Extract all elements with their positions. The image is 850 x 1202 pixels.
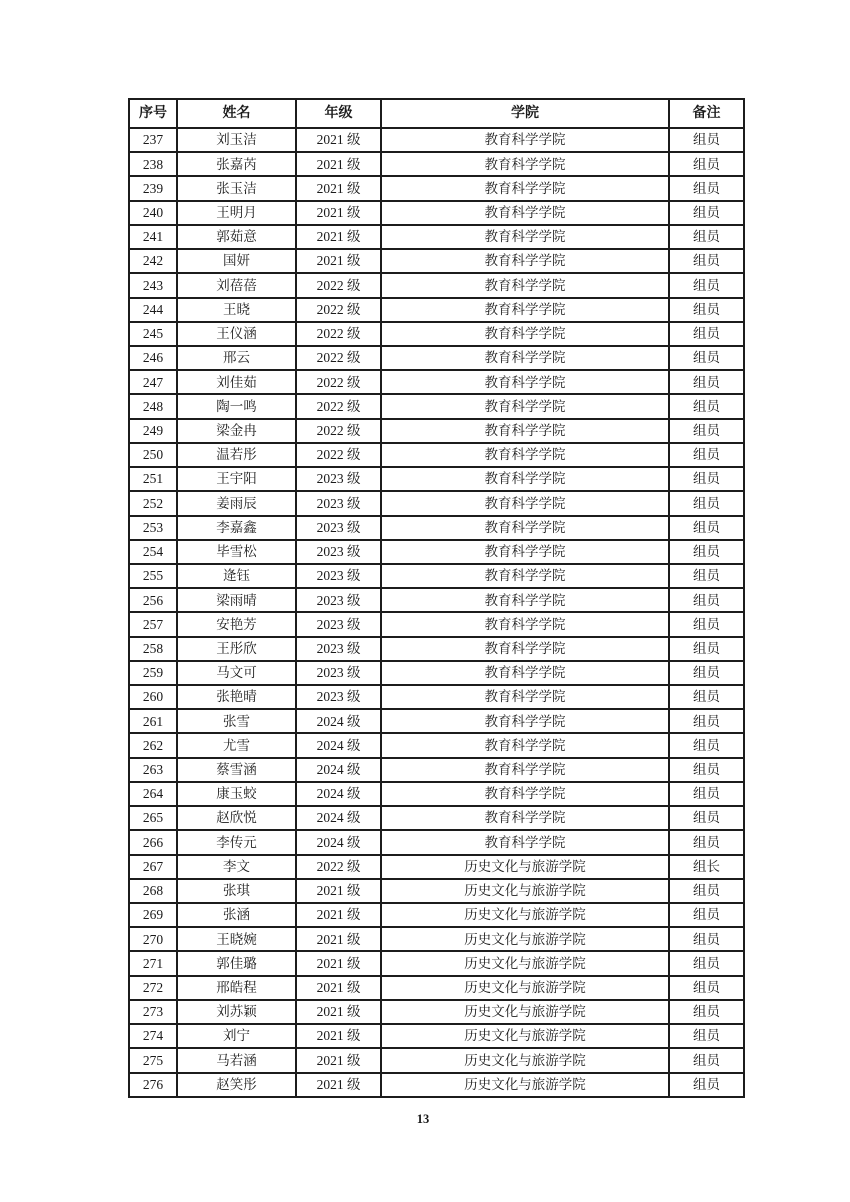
table-cell: 历史文化与旅游学院 xyxy=(381,855,669,879)
table-row xyxy=(129,273,744,297)
table-cell: 王晓婉 xyxy=(177,927,296,951)
table-cell: 张玉洁 xyxy=(177,176,296,200)
table-cell: 组员 xyxy=(669,322,744,346)
table-cell: 240 xyxy=(129,201,177,225)
table-cell: 组员 xyxy=(669,346,744,370)
table-cell: 2023 级 xyxy=(296,612,381,636)
table-cell: 李传元 xyxy=(177,830,296,854)
table-cell: 2024 级 xyxy=(296,830,381,854)
table-cell: 261 xyxy=(129,709,177,733)
table-cell: 教育科学学院 xyxy=(381,685,669,709)
table-cell: 组员 xyxy=(669,298,744,322)
table-cell: 组员 xyxy=(669,443,744,467)
table-row xyxy=(129,540,744,564)
table-cell: 266 xyxy=(129,830,177,854)
table-cell: 教育科学学院 xyxy=(381,516,669,540)
table-row xyxy=(129,830,744,854)
page-number: 13 xyxy=(416,1112,430,1126)
table-cell: 组员 xyxy=(669,394,744,418)
table-cell: 2022 级 xyxy=(296,419,381,443)
table-row xyxy=(129,976,744,1000)
table-cell: 赵笑彤 xyxy=(177,1073,296,1097)
table-cell: 组员 xyxy=(669,733,744,757)
table-cell: 张艳晴 xyxy=(177,685,296,709)
table-cell: 王彤欣 xyxy=(177,637,296,661)
table-cell: 教育科学学院 xyxy=(381,128,669,152)
table-cell: 组员 xyxy=(669,612,744,636)
table-cell: 组员 xyxy=(669,903,744,927)
table-cell: 国妍 xyxy=(177,249,296,273)
table-cell: 2022 级 xyxy=(296,346,381,370)
table-cell: 组员 xyxy=(669,709,744,733)
table-cell: 教育科学学院 xyxy=(381,637,669,661)
table-cell: 255 xyxy=(129,564,177,588)
table-row xyxy=(129,879,744,903)
table-row xyxy=(129,685,744,709)
table-cell: 组员 xyxy=(669,540,744,564)
table-row xyxy=(129,733,744,757)
table-cell: 2021 级 xyxy=(296,976,381,1000)
table-cell: 238 xyxy=(129,152,177,176)
table-cell: 历史文化与旅游学院 xyxy=(381,951,669,975)
table-cell: 历史文化与旅游学院 xyxy=(381,976,669,1000)
table-cell: 2022 级 xyxy=(296,443,381,467)
table-row xyxy=(129,225,744,249)
table-cell: 刘蓓蓓 xyxy=(177,273,296,297)
table-cell: 276 xyxy=(129,1073,177,1097)
table-cell: 270 xyxy=(129,927,177,951)
table-cell: 赵欣悦 xyxy=(177,806,296,830)
header-cell-college: 学院 xyxy=(381,99,669,128)
table-cell: 教育科学学院 xyxy=(381,176,669,200)
table-cell: 马若涵 xyxy=(177,1048,296,1072)
table-cell: 组员 xyxy=(669,758,744,782)
table-cell: 历史文化与旅游学院 xyxy=(381,1000,669,1024)
table-cell: 2022 级 xyxy=(296,322,381,346)
table-row xyxy=(129,612,744,636)
table-cell: 刘宁 xyxy=(177,1024,296,1048)
table-cell: 2023 级 xyxy=(296,491,381,515)
table-cell: 组员 xyxy=(669,419,744,443)
table-cell: 2021 级 xyxy=(296,1073,381,1097)
table-cell: 历史文化与旅游学院 xyxy=(381,903,669,927)
table-cell: 259 xyxy=(129,661,177,685)
table-cell: 邢云 xyxy=(177,346,296,370)
table-cell: 2021 级 xyxy=(296,1048,381,1072)
table-cell: 2024 级 xyxy=(296,758,381,782)
header-cell-grade: 年级 xyxy=(296,99,381,128)
table-cell: 郭佳璐 xyxy=(177,951,296,975)
table-cell: 姜雨辰 xyxy=(177,491,296,515)
table-cell: 2021 级 xyxy=(296,249,381,273)
table-cell: 256 xyxy=(129,588,177,612)
table-cell: 2023 级 xyxy=(296,588,381,612)
table-cell: 逄钰 xyxy=(177,564,296,588)
table-cell: 历史文化与旅游学院 xyxy=(381,927,669,951)
table-cell: 组员 xyxy=(669,1024,744,1048)
table-cell: 组员 xyxy=(669,1073,744,1097)
table-cell: 2024 级 xyxy=(296,782,381,806)
table-cell: 2021 级 xyxy=(296,225,381,249)
table-cell: 组员 xyxy=(669,1048,744,1072)
table-cell: 历史文化与旅游学院 xyxy=(381,879,669,903)
table-cell: 教育科学学院 xyxy=(381,782,669,806)
table-cell: 邢皓程 xyxy=(177,976,296,1000)
table-cell: 历史文化与旅游学院 xyxy=(381,1048,669,1072)
table-row xyxy=(129,709,744,733)
table-cell: 张雪 xyxy=(177,709,296,733)
table-cell: 2021 级 xyxy=(296,201,381,225)
table-cell: 张嘉芮 xyxy=(177,152,296,176)
table-cell: 257 xyxy=(129,612,177,636)
table-cell: 教育科学学院 xyxy=(381,612,669,636)
table-cell: 264 xyxy=(129,782,177,806)
table-cell: 组长 xyxy=(669,855,744,879)
table-cell: 253 xyxy=(129,516,177,540)
table-cell: 2024 级 xyxy=(296,806,381,830)
table-cell: 2021 级 xyxy=(296,903,381,927)
table-cell: 教育科学学院 xyxy=(381,588,669,612)
table-body xyxy=(129,128,744,1097)
table-row xyxy=(129,467,744,491)
table-row xyxy=(129,491,744,515)
table-row xyxy=(129,201,744,225)
table-cell: 2023 级 xyxy=(296,637,381,661)
table-cell: 组员 xyxy=(669,152,744,176)
header-cell-remark: 备注 xyxy=(669,99,744,128)
table-cell: 2023 级 xyxy=(296,516,381,540)
table-cell: 教育科学学院 xyxy=(381,830,669,854)
table-cell: 教育科学学院 xyxy=(381,661,669,685)
table-cell: 248 xyxy=(129,394,177,418)
table-cell: 教育科学学院 xyxy=(381,806,669,830)
table-cell: 2021 级 xyxy=(296,879,381,903)
table-cell: 陶一鸣 xyxy=(177,394,296,418)
table-cell: 263 xyxy=(129,758,177,782)
table-cell: 268 xyxy=(129,879,177,903)
table-cell: 254 xyxy=(129,540,177,564)
table-cell: 组员 xyxy=(669,685,744,709)
table-cell: 2021 级 xyxy=(296,152,381,176)
table-cell: 组员 xyxy=(669,976,744,1000)
table-cell: 265 xyxy=(129,806,177,830)
table-header-row xyxy=(129,99,744,128)
table-cell: 教育科学学院 xyxy=(381,709,669,733)
table-cell: 历史文化与旅游学院 xyxy=(381,1024,669,1048)
table-cell: 温若彤 xyxy=(177,443,296,467)
table-cell: 组员 xyxy=(669,176,744,200)
table-row xyxy=(129,370,744,394)
table-cell: 组员 xyxy=(669,927,744,951)
table-cell: 组员 xyxy=(669,806,744,830)
roster-table xyxy=(128,98,745,1098)
table-cell: 尤雪 xyxy=(177,733,296,757)
table-cell: 组员 xyxy=(669,128,744,152)
table-cell: 组员 xyxy=(669,637,744,661)
table-cell: 组员 xyxy=(669,273,744,297)
table-cell: 教育科学学院 xyxy=(381,443,669,467)
table-cell: 教育科学学院 xyxy=(381,370,669,394)
table-cell: 2023 级 xyxy=(296,661,381,685)
table-cell: 275 xyxy=(129,1048,177,1072)
table-cell: 组员 xyxy=(669,830,744,854)
table-cell: 教育科学学院 xyxy=(381,419,669,443)
table-cell: 教育科学学院 xyxy=(381,733,669,757)
table-cell: 张涵 xyxy=(177,903,296,927)
table-cell: 252 xyxy=(129,491,177,515)
table-row xyxy=(129,855,744,879)
table-cell: 269 xyxy=(129,903,177,927)
table-cell: 242 xyxy=(129,249,177,273)
table-cell: 250 xyxy=(129,443,177,467)
table-cell: 刘苏颖 xyxy=(177,1000,296,1024)
table-cell: 2022 级 xyxy=(296,370,381,394)
table-row xyxy=(129,588,744,612)
table-row xyxy=(129,782,744,806)
table-row xyxy=(129,951,744,975)
table-cell: 2021 级 xyxy=(296,927,381,951)
table-row xyxy=(129,1024,744,1048)
table-cell: 教育科学学院 xyxy=(381,758,669,782)
table-cell: 教育科学学院 xyxy=(381,273,669,297)
table-cell: 组员 xyxy=(669,782,744,806)
table-row xyxy=(129,176,744,200)
table-cell: 教育科学学院 xyxy=(381,249,669,273)
header-cell-name: 姓名 xyxy=(177,99,296,128)
table-cell: 张琪 xyxy=(177,879,296,903)
table-cell: 2023 级 xyxy=(296,685,381,709)
table-cell: 组员 xyxy=(669,1000,744,1024)
table-cell: 郭茹意 xyxy=(177,225,296,249)
table-cell: 教育科学学院 xyxy=(381,201,669,225)
table-cell: 组员 xyxy=(669,249,744,273)
table-cell: 组员 xyxy=(669,879,744,903)
table-row xyxy=(129,128,744,152)
table-cell: 教育科学学院 xyxy=(381,322,669,346)
table-cell: 258 xyxy=(129,637,177,661)
table-cell: 王宇阳 xyxy=(177,467,296,491)
table-cell: 2022 级 xyxy=(296,273,381,297)
table-cell: 刘佳茹 xyxy=(177,370,296,394)
table-row xyxy=(129,322,744,346)
table-cell: 教育科学学院 xyxy=(381,540,669,564)
table-cell: 267 xyxy=(129,855,177,879)
table-cell: 教育科学学院 xyxy=(381,491,669,515)
table-cell: 组员 xyxy=(669,951,744,975)
table-cell: 蔡雪涵 xyxy=(177,758,296,782)
table-cell: 梁金冉 xyxy=(177,419,296,443)
table-row xyxy=(129,152,744,176)
table-cell: 教育科学学院 xyxy=(381,225,669,249)
table-cell: 组员 xyxy=(669,201,744,225)
table-cell: 组员 xyxy=(669,370,744,394)
table-cell: 241 xyxy=(129,225,177,249)
table-cell: 李嘉鑫 xyxy=(177,516,296,540)
table-cell: 教育科学学院 xyxy=(381,394,669,418)
table-cell: 组员 xyxy=(669,467,744,491)
table-row xyxy=(129,346,744,370)
table-cell: 2022 级 xyxy=(296,298,381,322)
table-cell: 康玉蛟 xyxy=(177,782,296,806)
table-cell: 274 xyxy=(129,1024,177,1048)
table-cell: 教育科学学院 xyxy=(381,346,669,370)
table-cell: 262 xyxy=(129,733,177,757)
table-row xyxy=(129,1000,744,1024)
table-cell: 245 xyxy=(129,322,177,346)
table-row xyxy=(129,903,744,927)
table-cell: 组员 xyxy=(669,564,744,588)
table-row xyxy=(129,661,744,685)
table-row xyxy=(129,516,744,540)
table-cell: 教育科学学院 xyxy=(381,152,669,176)
table-cell: 教育科学学院 xyxy=(381,467,669,491)
table-row xyxy=(129,927,744,951)
table-cell: 2024 级 xyxy=(296,709,381,733)
table-cell: 教育科学学院 xyxy=(381,564,669,588)
table-cell: 王仪涵 xyxy=(177,322,296,346)
table-cell: 组员 xyxy=(669,516,744,540)
table-cell: 历史文化与旅游学院 xyxy=(381,1073,669,1097)
table-cell: 244 xyxy=(129,298,177,322)
header-cell-index: 序号 xyxy=(129,99,177,128)
table-cell: 组员 xyxy=(669,225,744,249)
table-cell: 239 xyxy=(129,176,177,200)
table-cell: 251 xyxy=(129,467,177,491)
table-cell: 2024 级 xyxy=(296,733,381,757)
table-cell: 2023 级 xyxy=(296,564,381,588)
table-cell: 刘玉洁 xyxy=(177,128,296,152)
table-cell: 组员 xyxy=(669,661,744,685)
table-cell: 2021 级 xyxy=(296,1024,381,1048)
table-row xyxy=(129,1073,744,1097)
table-row xyxy=(129,806,744,830)
table-cell: 2021 级 xyxy=(296,951,381,975)
table-cell: 教育科学学院 xyxy=(381,298,669,322)
table-cell: 王晓 xyxy=(177,298,296,322)
table-cell: 2023 级 xyxy=(296,467,381,491)
table-cell: 2022 级 xyxy=(296,394,381,418)
table-cell: 王明月 xyxy=(177,201,296,225)
table-row xyxy=(129,249,744,273)
table-row xyxy=(129,1048,744,1072)
table-row xyxy=(129,298,744,322)
table-cell: 273 xyxy=(129,1000,177,1024)
table-row xyxy=(129,564,744,588)
table-row xyxy=(129,637,744,661)
table-cell: 安艳芳 xyxy=(177,612,296,636)
table-row xyxy=(129,443,744,467)
table-cell: 2021 级 xyxy=(296,1000,381,1024)
table-cell: 260 xyxy=(129,685,177,709)
table-cell: 组员 xyxy=(669,588,744,612)
table-cell: 2021 级 xyxy=(296,128,381,152)
table-cell: 2023 级 xyxy=(296,540,381,564)
table-cell: 272 xyxy=(129,976,177,1000)
table-cell: 243 xyxy=(129,273,177,297)
table-cell: 247 xyxy=(129,370,177,394)
table-cell: 271 xyxy=(129,951,177,975)
table-cell: 2022 级 xyxy=(296,855,381,879)
table-cell: 李文 xyxy=(177,855,296,879)
table-cell: 249 xyxy=(129,419,177,443)
table-head xyxy=(129,99,744,128)
table-cell: 梁雨晴 xyxy=(177,588,296,612)
table-cell: 毕雪松 xyxy=(177,540,296,564)
table-row xyxy=(129,419,744,443)
table-cell: 组员 xyxy=(669,491,744,515)
table-row xyxy=(129,758,744,782)
table-cell: 2021 级 xyxy=(296,176,381,200)
table-cell: 237 xyxy=(129,128,177,152)
table-cell: 马文可 xyxy=(177,661,296,685)
table-cell: 246 xyxy=(129,346,177,370)
table-row xyxy=(129,394,744,418)
